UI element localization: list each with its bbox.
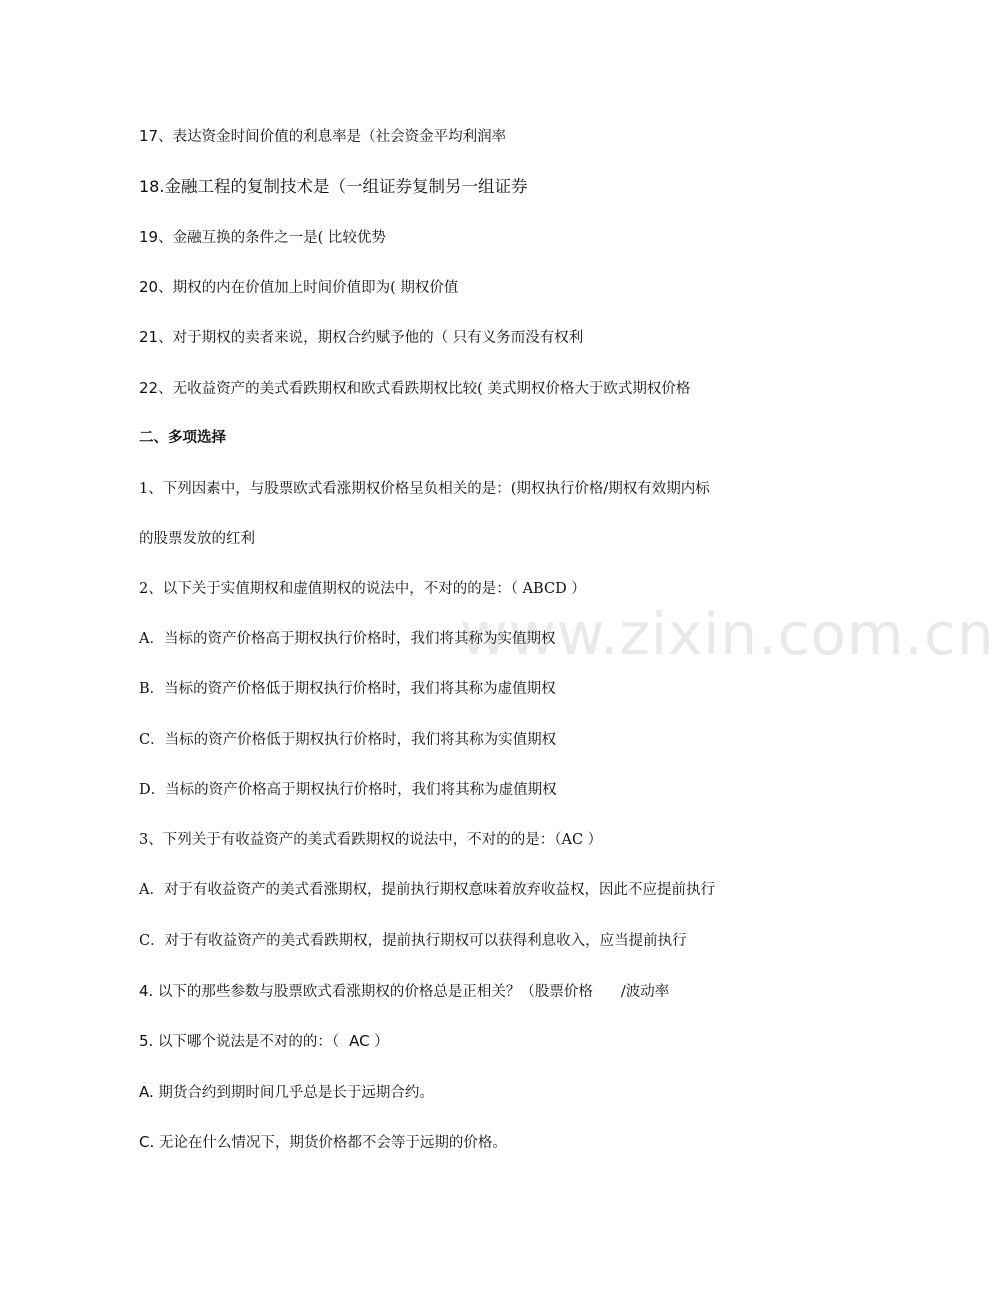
multi-question-2: 2、以下关于实值期权和虚值期权的说法中，不对的的是：（ ABCD ） [139,581,586,597]
option-c [139,1132,507,1153]
question-answer: AC [349,1032,370,1050]
question-answer-tail: ） [374,1034,389,1050]
question-answer-tail: /波动率 [620,984,670,1000]
option-text: 期货合约到期时间几乎总是长于远期合约。 [158,1085,434,1101]
question-number: 21 [139,328,159,346]
question-19 [139,227,386,248]
option-a [139,1082,434,1103]
question-separator: 、 [158,129,173,145]
option-letter: C. [139,1133,155,1151]
watermark: www.zixin.com.cn [460,600,995,668]
multi-question-5 [139,1031,389,1052]
question-separator: 、 [158,381,173,397]
question-separator: 、 [158,280,173,296]
question-number: 4. [139,982,154,1000]
question-text: 表达资金时间价值的利息率是（社会资金平均利润率 [172,129,507,145]
question-text: 无收益资产的美式看跌期权和欧式看跌期权比较( 美式期权价格大于欧式期权价格 [172,381,691,397]
question-number: 18. [139,177,165,196]
question-20 [139,277,458,298]
question-17 [139,126,506,147]
question-22 [139,378,690,399]
multi-question-1: 1、下列因素中，与股票欧式看涨期权价格呈负相关的是：(期权执行价格/期权有效期内标 [139,481,710,497]
option-b: B．当标的资产价格低于期权执行价格时，我们将其称为虚值期权 [139,681,556,697]
multi-question-1-continued: 的股票发放的红利 [139,531,255,547]
option-a: A．对于有收益资产的美式看涨期权，提前执行期权意味着放弃收益权，因此不应提前执行 [139,882,715,898]
question-number: 22 [139,379,159,397]
question-21 [139,327,583,348]
option-c: C．对于有收益资产的美式看跌期权，提前执行期权可以获得利息收入，应当提前执行 [139,933,687,949]
question-separator: 、 [158,330,173,346]
question-number: 17 [139,127,159,145]
question-text: 以下哪个说法是不对的的：（ [157,1034,340,1050]
option-d: D．当标的资产价格高于期权执行价格时，我们将其称为虚值期权 [139,782,557,798]
question-number: 5. [139,1032,154,1050]
multi-question-4 [139,981,669,1002]
question-text: 期权的内在价值加上时间价值即为( 期权价值 [172,280,459,296]
multi-question-3: 3、下列关于有收益资产的美式看跌期权的说法中，不对的的是：（AC ） [139,832,603,848]
option-letter: A. [139,1083,154,1101]
question-18 [139,177,527,197]
section-heading: 二、多项选择 [139,429,226,446]
question-text: 金融工程的复制技术是（一组证券复制另一组证券 [164,177,528,196]
question-text: 金融互换的条件之一是( 比较优势 [172,230,386,246]
question-number: 19 [139,228,159,246]
question-text: 对于期权的卖者来说，期权合约赋予他的（ 只有义务而没有权利 [172,330,584,346]
option-a: A．当标的资产价格高于期权执行价格时，我们将其称为实值期权 [139,631,556,647]
question-number: 20 [139,278,159,296]
question-text: 以下的那些参数与股票欧式看涨期权的价格总是正相关？（股票价格 [157,984,593,1000]
option-text: 无论在什么情况下，期货价格都不会等于远期的价格。 [158,1135,507,1151]
question-separator: 、 [158,230,173,246]
option-c: C．当标的资产价格低于期权执行价格时，我们将其称为实值期权 [139,732,557,748]
